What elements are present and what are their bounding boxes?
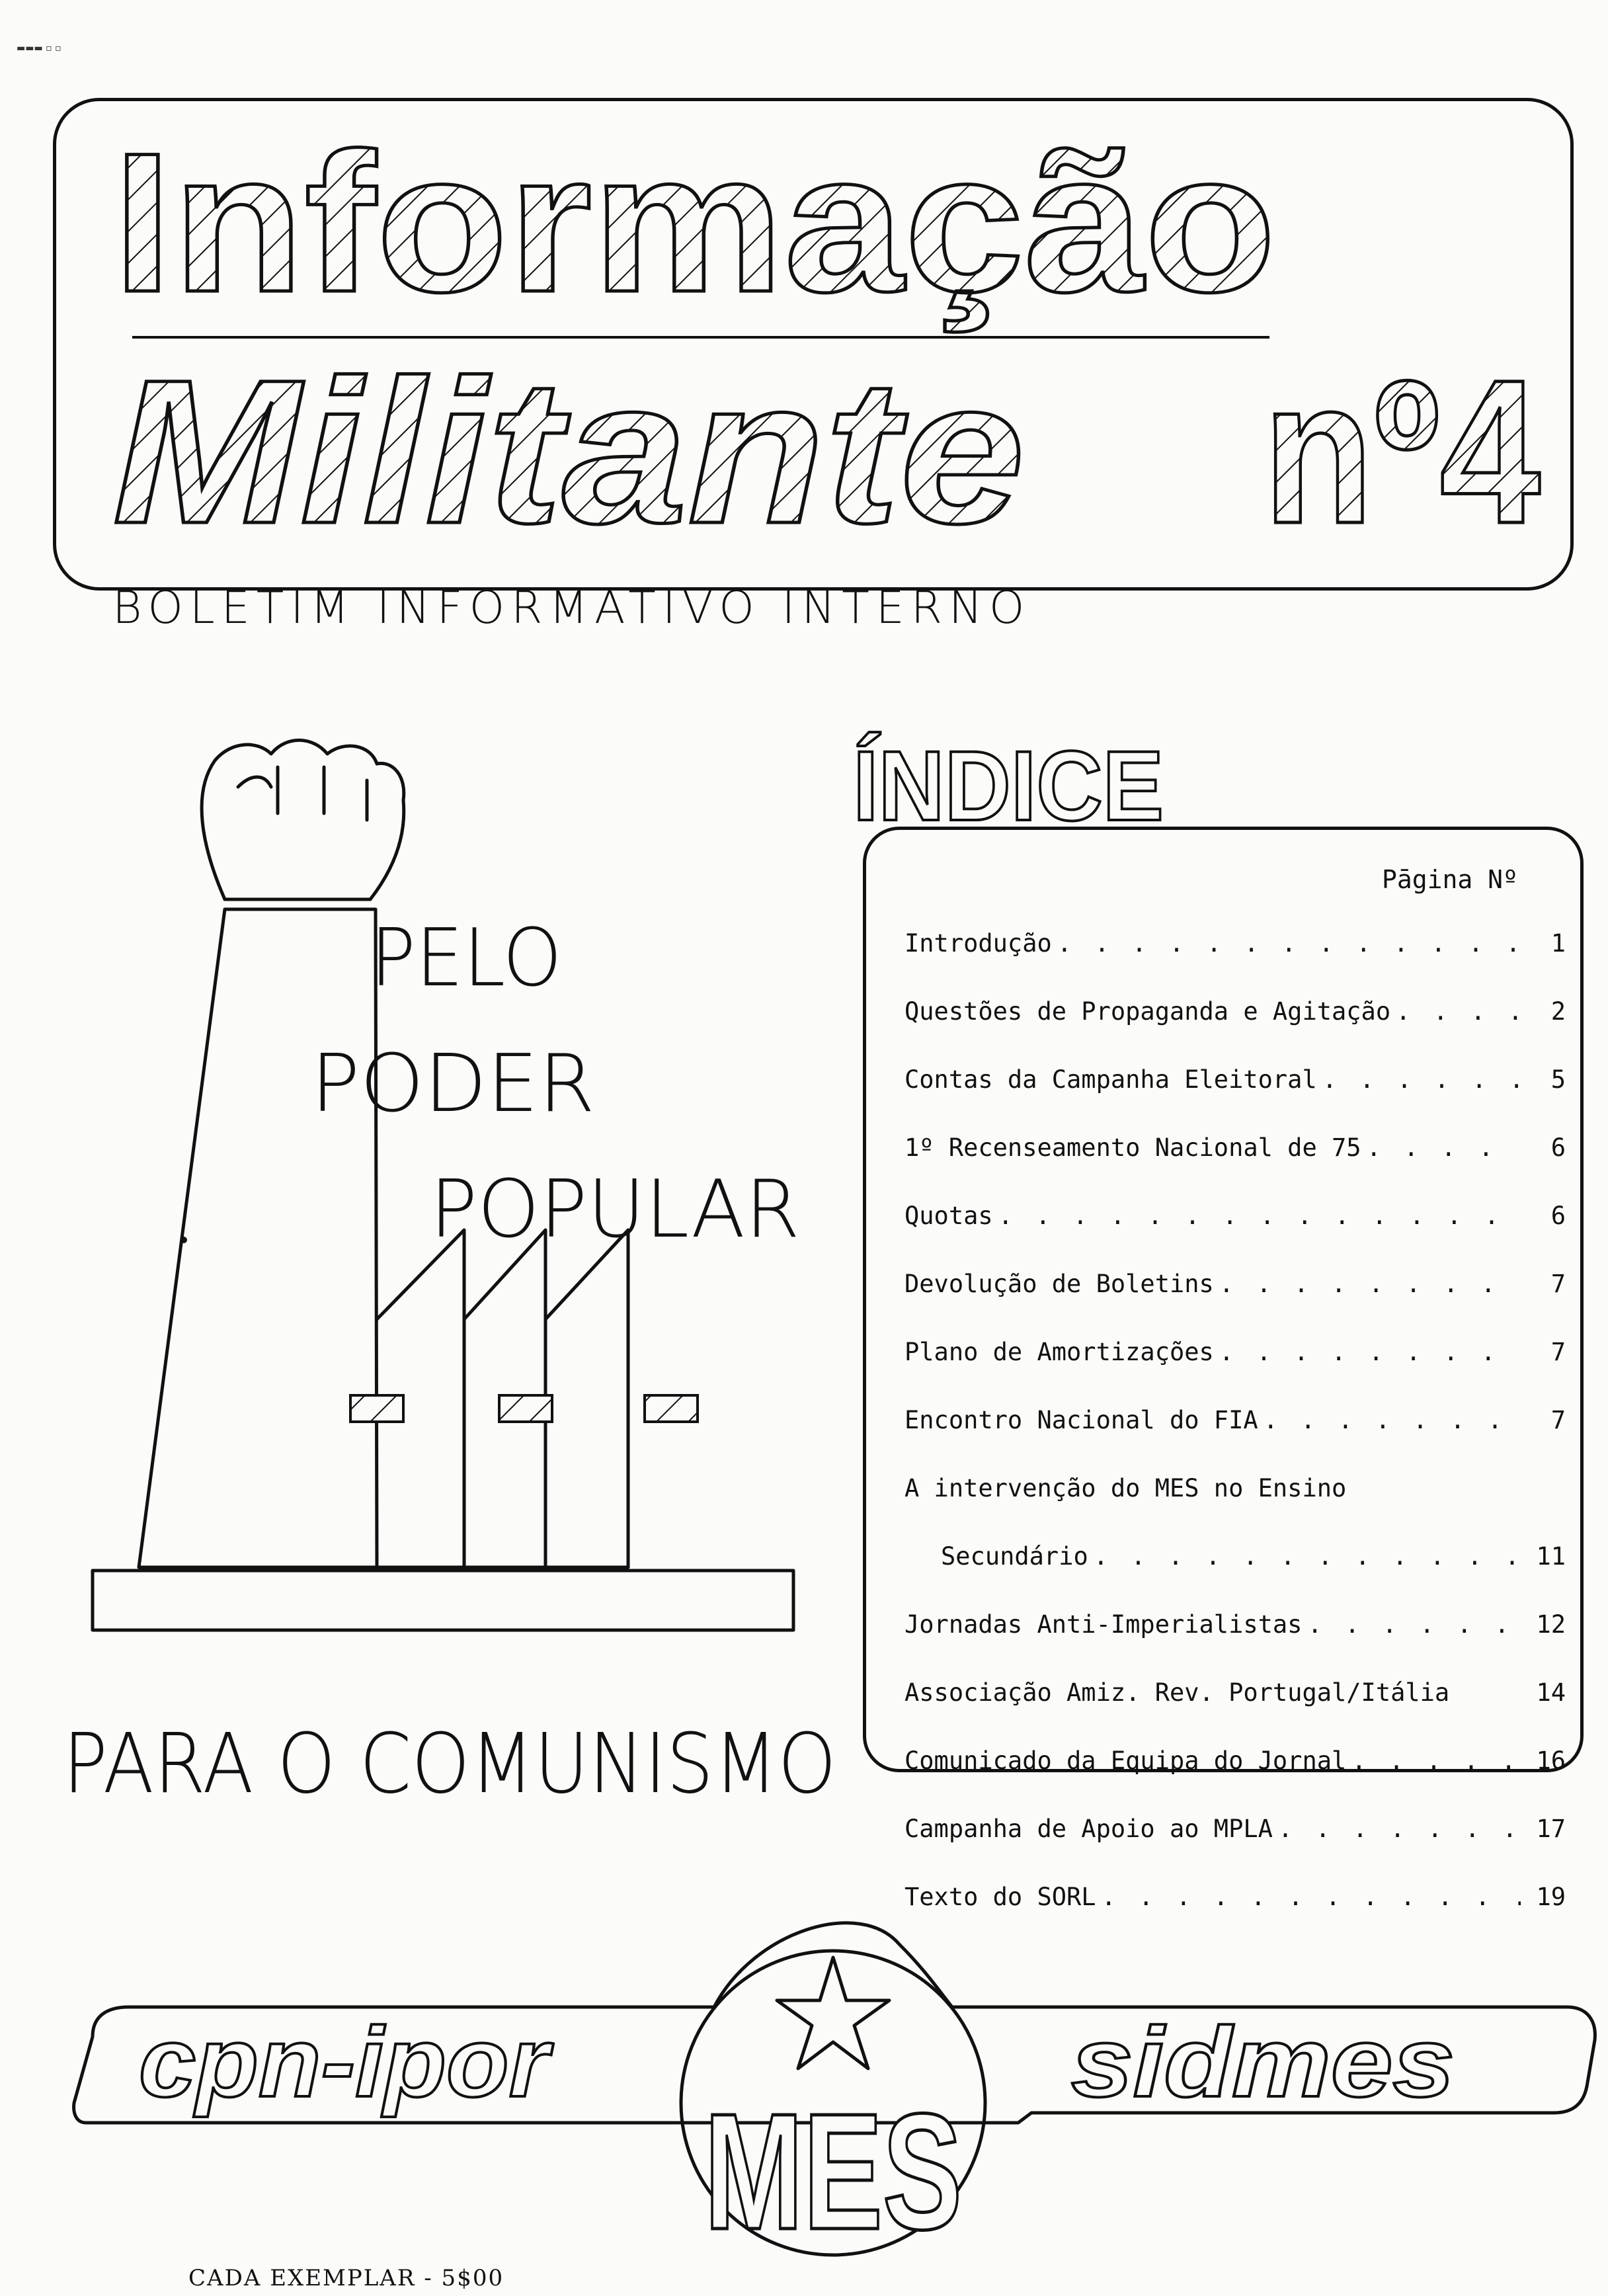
issue-number: nº4 xyxy=(1263,337,1542,566)
window-icon xyxy=(645,1395,698,1422)
toc-item: Questões de Propaganda e Agitação . . . 2 xyxy=(904,997,1566,1065)
toc-item: Campanha de Apoio ao MPLA . . . 17 xyxy=(904,1815,1566,1883)
toc-item: Quotas . . . 6 xyxy=(904,1202,1566,1270)
window-icon xyxy=(499,1395,552,1422)
toc-item: 1º Recenseamento Nacional de 75 . . . 6 xyxy=(904,1133,1566,1202)
toc-item: Contas da Campanha Eleitoral . . . 5 xyxy=(904,1065,1566,1133)
toc-item: Introdução . . . 1 xyxy=(904,929,1566,997)
slogan-poder: PODER xyxy=(311,1038,595,1130)
footer-logos xyxy=(66,1905,1600,2275)
chimney xyxy=(139,909,377,1567)
masthead-subtitle: BOLETIM INFORMATIVO INTERNO xyxy=(112,582,1031,634)
masthead-title xyxy=(106,126,1580,582)
toc-item: Jornadas Anti-Imperialistas . . . 12 xyxy=(904,1610,1566,1678)
window-icon xyxy=(350,1395,403,1422)
toc-item: Texto do SORL . . . 19 xyxy=(904,1883,1566,1951)
price-label: CADA EXEMPLAR - 5$00 xyxy=(188,2265,504,2291)
toc-item: Secundário . . . 11 xyxy=(904,1542,1566,1610)
scan-mark: ▬▬▬ ▫ ▫ xyxy=(17,43,61,54)
page-column-label: Pāgina Nº xyxy=(1382,865,1518,894)
svg-text:ÍNDICE: ÍNDICE xyxy=(853,730,1164,840)
toc-item: Comunicado da Equipa do Jornal . . . 16 xyxy=(904,1746,1566,1815)
toc-item: A intervenção do MES no Ensino xyxy=(904,1474,1347,1502)
star-icon xyxy=(777,1957,889,2069)
factory-base xyxy=(93,1571,793,1630)
toc-item: Associação Amiz. Rev. Portugal/Itália 14 xyxy=(904,1678,1566,1707)
poster-illustration xyxy=(60,714,866,1812)
toc-item: Devolução de Boletins . . . 7 xyxy=(904,1270,1566,1338)
slogan-popular: POPULAR xyxy=(430,1164,800,1256)
slogan-pelo: PELO xyxy=(370,913,562,1004)
index-heading xyxy=(833,688,1203,840)
table-of-contents xyxy=(904,929,1566,1951)
logo-mes: MES xyxy=(704,2079,962,2264)
toc-item: Encontro Nacional do FIA . . . 7 xyxy=(904,1406,1566,1474)
slogan-para-o-comunismo: PARA O COMUNISMO xyxy=(63,1716,836,1812)
logo-cpn-ipor: cpn-ipor xyxy=(139,2006,554,2117)
toc-item: Plano de Amortizações . . . 7 xyxy=(904,1338,1566,1406)
title-line2: Militante xyxy=(112,337,1025,566)
fist-icon xyxy=(202,740,404,899)
title-line1: Informação xyxy=(112,126,1182,333)
logo-sidmes: sidmes xyxy=(1071,2006,1455,2117)
